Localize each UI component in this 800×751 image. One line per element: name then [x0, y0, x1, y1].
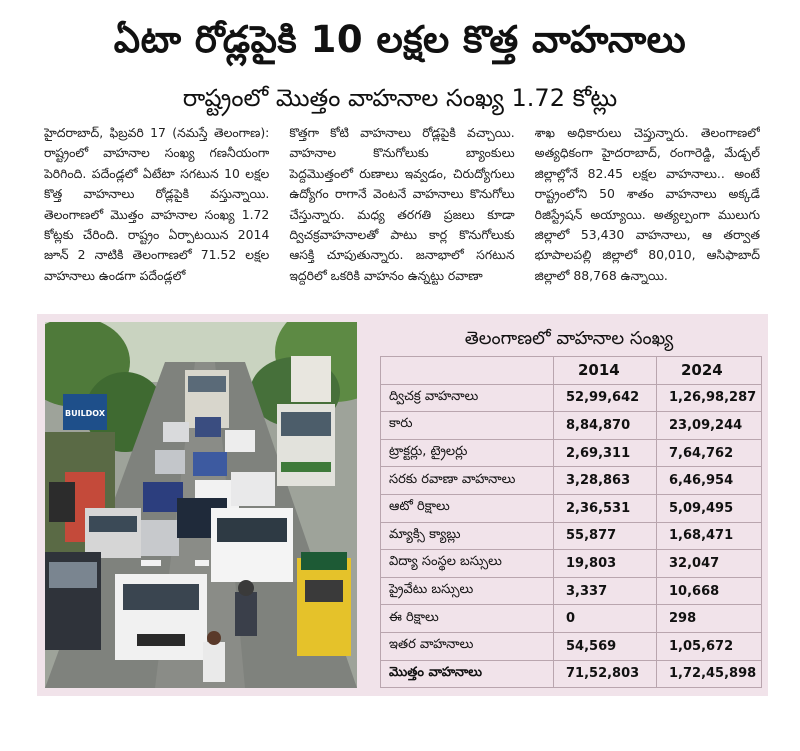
- count-2014: 52,99,642: [554, 384, 657, 412]
- table-row: [381, 467, 762, 495]
- billboard-text: BUILDOX: [65, 409, 105, 418]
- count-2024: 298: [657, 605, 762, 633]
- article-column-1: హైదరాబాద్, ఫిబ్రవరి 17 (నమస్తే తెలంగాణ): రాష్ట్రంలో వాహనాల సంఖ్య గణనీయంగా పెరిగింది. పదేండ్లలో ఏటేటా సగటున 10 లక్షల కొత్త వాహనాలు రోడ్లపైకి వస్తున్నాయి. తెలంగాణలో మొత్తం వాహనాల సంఖ్య 1.72 కోట్లకు చేరింది. రాష్ట్రం ఏర్పాటయిన 2014 జూన్ 2 నాటికి తెలంగాణలో 71.52 లక్షల వాహనాలు ఉండగా పదేండ్లలో: [44, 125, 270, 283]
- count-2014: 0: [554, 605, 657, 633]
- count-2014: 3,28,863: [554, 467, 657, 495]
- vehicle-category: ఇతర వాహనాలు: [381, 632, 554, 660]
- table-row: [381, 632, 762, 660]
- count-2014: 3,337: [554, 577, 657, 605]
- vehicle-category: మొత్తం వాహనాలు: [381, 660, 554, 688]
- count-2024: 1,72,45,898: [657, 660, 762, 688]
- header-year: 2024: [657, 357, 762, 385]
- count-2024: 1,05,672: [657, 632, 762, 660]
- table-row: [381, 577, 762, 605]
- table-row: [381, 494, 762, 522]
- table-row: [381, 439, 762, 467]
- count-2024: 6,46,954: [657, 467, 762, 495]
- count-2014: 54,569: [554, 632, 657, 660]
- table-row: [381, 550, 762, 578]
- count-2024: 5,09,495: [657, 494, 762, 522]
- traffic-photo: [45, 322, 357, 688]
- header-category: [381, 357, 554, 385]
- count-2024: 23,09,244: [657, 412, 762, 440]
- vehicle-count-table: [380, 356, 762, 688]
- count-2014: 71,52,803: [554, 660, 657, 688]
- vehicle-category: మ్యాక్సి క్యాబ్లు: [381, 522, 554, 550]
- count-2014: 2,69,311: [554, 439, 657, 467]
- table-row: [381, 605, 762, 633]
- vehicle-category: విద్యా సంస్థల బస్సులు: [381, 550, 554, 578]
- article-column-2: కొత్తగా కోటి వాహనాలు రోడ్లపైకి వచ్చాయి. వాహనాల కొనుగోలుకు బ్యాంకులు పెద్దమొత్తంలో రుణాలు ఇవ్వడం, చిరుద్యోగులు ఉద్యోగం రాగానే వెంటనే వాహనాలు కొనుగోలు చేస్తున్నారు. మధ్య తరగతి ప్రజలు కూడా ద్విచక్రవాహనాలతో పాటు కార్ల కొనుగోలుకు ఆసక్తి చూపుతున్నారు. జనాభాలో సగటున ఇద్దరిలో ఒకరికి వాహనం ఉన్నట్టు రవాణా: [289, 125, 515, 283]
- table-header-row: [381, 357, 762, 385]
- article-body: [44, 123, 760, 303]
- count-2014: 19,803: [554, 550, 657, 578]
- subheadline: రాష్ట్రంలో మొత్తం వాహనాల సంఖ్య 1.72 కోట్లు: [182, 84, 618, 112]
- header-year: 2014: [554, 357, 657, 385]
- count-2024: 1,26,98,287: [657, 384, 762, 412]
- vehicle-category: ఆటో రిక్షాలు: [381, 494, 554, 522]
- vehicle-category: ట్రాక్టర్లు, ట్రైలర్లు: [381, 439, 554, 467]
- vehicle-category: ఈ రిక్షాలు: [381, 605, 554, 633]
- article-column-3: శాఖ అధికారులు చెప్తున్నారు. తెలంగాణలో అత్యధికంగా హైదరాబాద్, రంగారెడ్డి, మేడ్చల్ జిల్లాల్లోనే 82.45 లక్షల వాహనాలు.. అంటే రాష్ట్రంలోని 50 శాతం వాహనాలు అక్కడే రిజిస్ట్రేషన్ అయ్యాయి. అత్యల్పంగా ములుగు జిల్లాలో 53,430 వాహనాలు, ఆ తర్వాత భూపాలపల్లి జిల్లాలో 80,010, ఆసిఫాబాద్ జిల్లాలో 88,768 ఉన్నాయి.: [534, 125, 760, 283]
- count-2024: 1,68,471: [657, 522, 762, 550]
- table-row: [381, 412, 762, 440]
- vehicle-category: ద్విచక్ర వాహనాలు: [381, 384, 554, 412]
- vehicle-category: కారు: [381, 412, 554, 440]
- count-2014: 2,36,531: [554, 494, 657, 522]
- vehicle-category: ప్రైవేటు బస్సులు: [381, 577, 554, 605]
- table-row: [381, 384, 762, 412]
- count-2014: 55,877: [554, 522, 657, 550]
- headline: ఏటా రోడ్లపైకి 10 లక్షల కొత్త వాహనాలు: [113, 18, 687, 61]
- count-2024: 7,64,762: [657, 439, 762, 467]
- count-2024: 32,047: [657, 550, 762, 578]
- count-2014: 8,84,870: [554, 412, 657, 440]
- vehicle-category: సరకు రవాణా వాహనాలు: [381, 467, 554, 495]
- count-2024: 10,668: [657, 577, 762, 605]
- table-row: [381, 522, 762, 550]
- table-row: [381, 660, 762, 688]
- table-title: తెలంగాణలో వాహనాల సంఖ్య: [464, 328, 674, 349]
